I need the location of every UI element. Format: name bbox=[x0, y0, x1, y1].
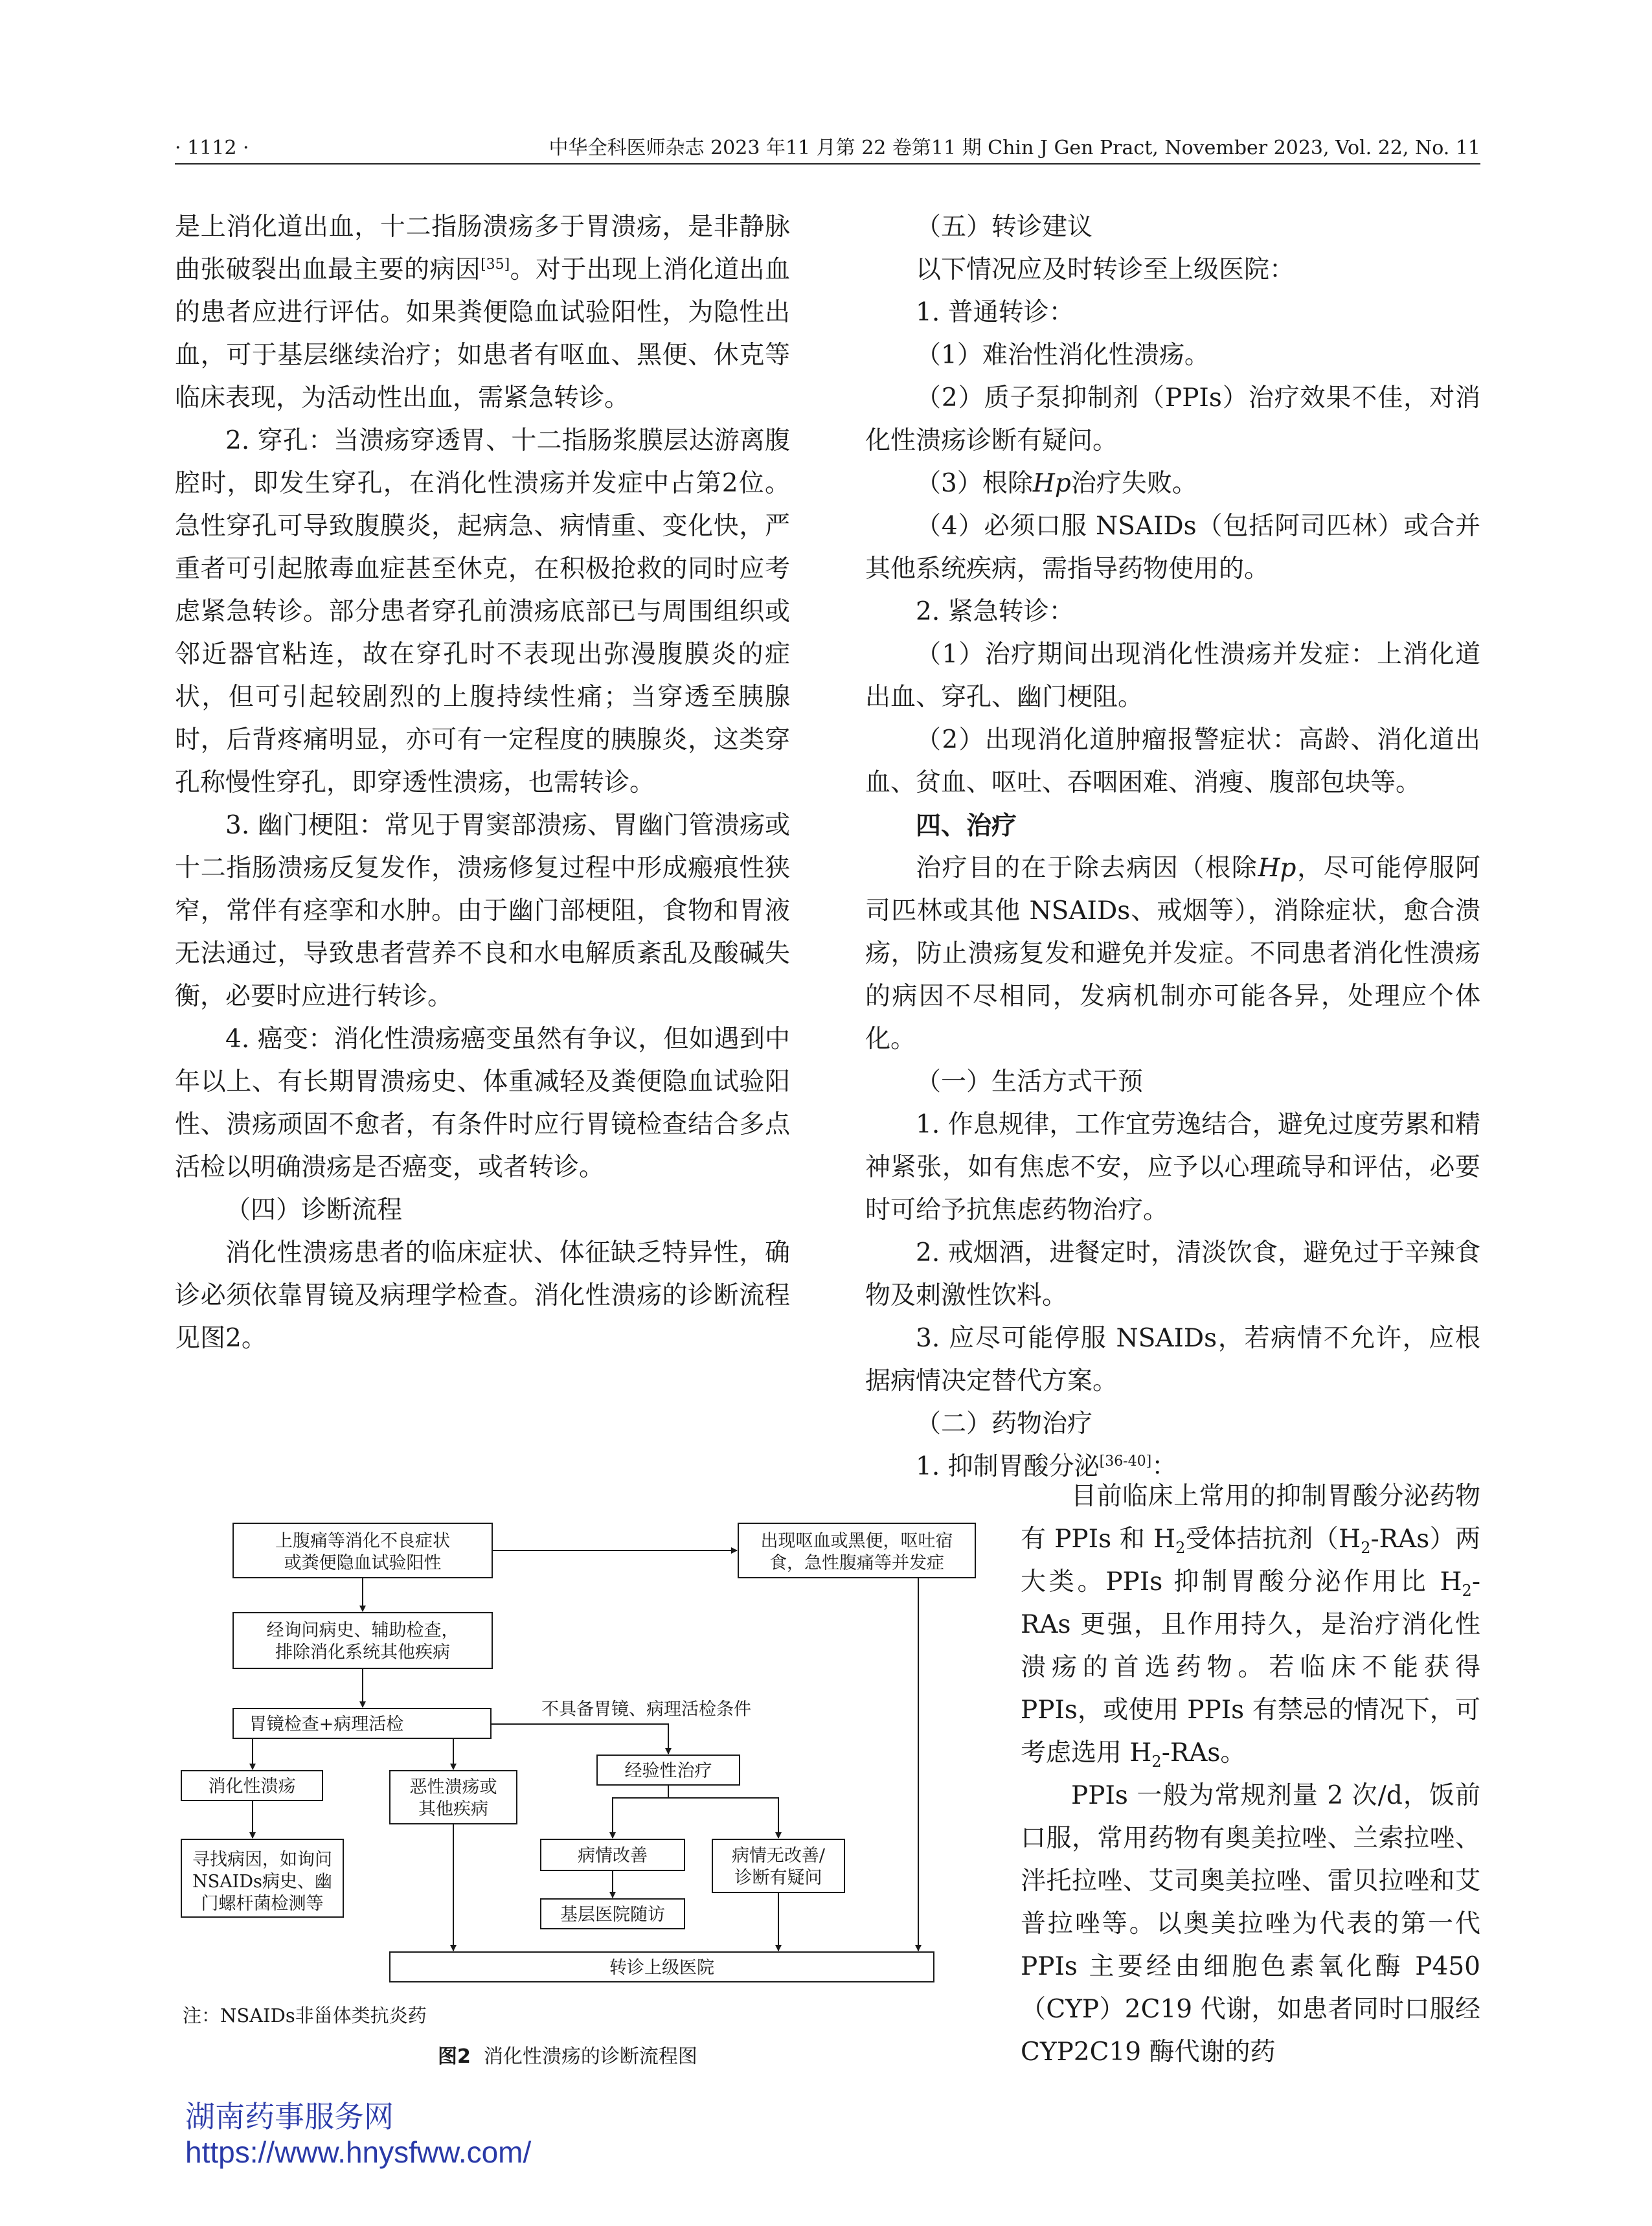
paragraph: 治疗目的在于除去病因（根除Hp，尽可能停服阿司匹林或其他 NSAIDs、戒烟等），消除症状，愈合溃疡，防止溃疡复发和避免并发症。不同患者消化性溃疡的病因不尽相同，发病机制亦可能各异，处理应个体化。 bbox=[865, 854, 1480, 1054]
box-complications-line2: 食，急性腹痛等并发症 bbox=[769, 1553, 944, 1573]
list-item: （1）治疗期间出现消化性溃疡并发症：上消化道出血、穿孔、幽门梗阻。 bbox=[865, 640, 1480, 712]
watermark-site-name: 湖南药事服务网 bbox=[185, 2100, 394, 2133]
box-history-line2: 排除消化系统其他疾病 bbox=[275, 1642, 450, 1663]
left-column bbox=[175, 206, 790, 1360]
box-symptoms-line2: 或粪便隐血试验阳性 bbox=[284, 1553, 442, 1573]
section-heading: （四）诊断流程 bbox=[225, 1196, 403, 1225]
paragraph: 2. 戒烟酒，进餐定时，清淡饮食，避免过于辛辣食物及刺激性饮料。 bbox=[865, 1238, 1480, 1310]
right-column bbox=[865, 206, 1480, 1488]
section-heading: （一）生活方式干预 bbox=[916, 1067, 1144, 1096]
paragraph: PPIs 一般为常规剂量 2 次/d，饭前口服，常用药物有奥美拉唑、兰索拉唑、泮托拉唑、艾司奥美拉唑、雷贝拉唑和艾普拉唑等。以奥美拉唑为代表的第一代 PPIs 主要经由细胞色素氧化酶 P450（CYP）2C19 代谢，如患者同时口服经 CYP2C19 酶代谢的药 bbox=[1021, 1781, 1480, 2067]
list-item: （3）根除Hp治疗失败。 bbox=[916, 469, 1197, 498]
box-followup-label: 基层医院随访 bbox=[560, 1905, 665, 1925]
figure-note: 注：NSAIDs非甾体类抗炎药 bbox=[183, 2005, 427, 2027]
box-empirical-label: 经验性治疗 bbox=[624, 1761, 712, 1781]
box-peptic-ulcer-label: 消化性溃疡 bbox=[208, 1777, 296, 1797]
paragraph: 1. 作息规律，工作宜劳逸结合，避免过度劳累和精神紧张，如有焦虑不安，应予以心理疏导和评估，必要时可给予抗焦虑药物治疗。 bbox=[865, 1110, 1480, 1225]
box-malignant-line1: 恶性溃疡或 bbox=[409, 1777, 497, 1797]
diagnosis-flowchart bbox=[175, 1516, 978, 2021]
paragraph: 目前临床上常用的抑制胃酸分泌药物有 PPIs 和 $H_2$受体拮抗剂$(H_2-RAs)$两大类。PPIs 抑制胃酸分泌作用比 $H_2$-RAs 更强，且作用持久，是治疗消化性溃疡的首选药物。若临床不能获得 PPIs，或使用 PPIs 有禁忌的情况下，可考虑选用 $H_2$-RAs。 bbox=[1021, 1482, 1481, 1771]
paragraph: 是上消化道出血，十二指肠溃疡多于胃溃疡，是非静脉曲张破裂出血最主要的病因[35]。对于出现上消化道出血的患者应进行评估。如果粪便隐血试验阳性，为隐性出血，可于基层继续治疗；如患者有呕血、黑便、休克等临床表现，为活动性出血，需紧急转诊。 bbox=[175, 212, 790, 413]
list-item: （2）质子泵抑制剂（PPIs）治疗效果不佳，对消化性溃疡诊断有疑问。 bbox=[865, 383, 1480, 455]
box-referral-label: 转诊上级医院 bbox=[609, 1958, 714, 1978]
paragraph: 2. 穿孔：当溃疡穿透胃、十二指肠浆膜层达游离腹腔时，即发生穿孔，在消化性溃疡并发症中占第2位。急性穿孔可导致腹膜炎，起病急、病情重、变化快，严重者可引起脓毒血症甚至休克，在积极抢救的同时应考虑紧急转诊。部分患者穿孔前溃疡底部已与周围组织或邻近器官粘连，故在穿孔时不表现出弥漫腹膜炎的症状，但可引起较剧烈的上腹持续性痛；当穿透至胰腺时，后背疼痛明显，亦可有一定程度的胰腺炎，这类穿孔称慢性穿孔，即穿透性溃疡，也需转诊。 bbox=[175, 426, 790, 797]
page-header bbox=[175, 133, 1480, 165]
section-heading: （五）转诊建议 bbox=[916, 212, 1093, 242]
box-not-improved-line2: 诊断有疑问 bbox=[734, 1868, 822, 1888]
box-find-cause-line3: 门螺杆菌检测等 bbox=[201, 1894, 324, 1914]
section-heading: （二）药物治疗 bbox=[916, 1409, 1093, 1438]
reference-mark[interactable]: [35] bbox=[481, 256, 510, 273]
paragraph: 以下情况应及时转诊至上级医院： bbox=[916, 255, 1295, 284]
paragraph: 3. 幽门梗阻：常见于胃窦部溃疡、胃幽门管溃疡或十二指肠溃疡反复发作，溃疡修复过程中形成瘢痕性狭窄，常伴有痉挛和水肿。由于幽门部梗阻，食物和胃液无法通过，导致患者营养不良和水电解质紊乱及酸碱失衡，必要时应进行转诊。 bbox=[175, 811, 790, 1011]
box-symptoms-line1: 上腹痛等消化不良症状 bbox=[275, 1531, 450, 1551]
box-complications-line1: 出现呕血或黑便，呕吐宿 bbox=[760, 1531, 953, 1551]
list-item: （2）出现消化道肿瘤报警症状：高龄、消化道出血、贫血、呕吐、吞咽困难、消瘦、腹部包块等。 bbox=[865, 725, 1480, 797]
right-lower-column bbox=[1021, 1475, 1480, 2074]
box-find-cause-line2: NSAIDs病史、幽 bbox=[192, 1872, 332, 1892]
box-find-cause-line1: 寻找病因，如询问 bbox=[192, 1850, 332, 1870]
paragraph: 2. 紧急转诊： bbox=[916, 597, 1074, 626]
paragraph: 3. 应尽可能停服 NSAIDs，若病情不允许，应根据病情决定替代方案。 bbox=[865, 1324, 1480, 1396]
paragraph: 1. 普通转诊： bbox=[916, 298, 1074, 327]
watermark-url[interactable]: https://www.hnysfww.com/ bbox=[185, 2135, 532, 2169]
paragraph: 消化性溃疡患者的临床症状、体征缺乏特异性，确诊必须依靠胃镜及病理学检查。消化性溃疡的诊断流程见图2。 bbox=[175, 1238, 790, 1353]
box-not-improved-line1: 病情无改善/ bbox=[731, 1846, 826, 1866]
reference-mark[interactable]: [36-40] bbox=[1099, 1453, 1152, 1470]
edge-label-no-endoscopy: 不具备胃镜、病理活检条件 bbox=[541, 1699, 751, 1720]
figure-title: 消化性溃疡的诊断流程图 bbox=[483, 2045, 697, 2068]
figure-label: 图2 bbox=[438, 2045, 471, 2068]
paragraph: 1. 抑制胃酸分泌[36-40]： bbox=[916, 1452, 1177, 1481]
paragraph: 4. 癌变：消化性溃疡癌变虽然有争议，但如遇到中年以上、有长期胃溃疡史、体重减轻及粪便隐血试验阳性、溃疡顽固不愈者，有条件时应行胃镜检查结合多点活检以明确溃疡是否癌变，或者转诊。 bbox=[175, 1025, 790, 1182]
list-item: （1）难治性消化性溃疡。 bbox=[916, 341, 1210, 370]
list-item: （4）必须口服 NSAIDs（包括阿司匹林）或合并其他系统疾病，需指导药物使用的。 bbox=[865, 512, 1480, 584]
figure-caption bbox=[438, 2040, 697, 2069]
section-heading: 四、治疗 bbox=[916, 811, 1017, 841]
box-history-line1: 经询问病史、辅助检查， bbox=[266, 1620, 459, 1641]
box-endoscopy-label: 胃镜检查+病理活检 bbox=[249, 1714, 404, 1734]
journal-citation: 中华全科医师杂志 2023 年11 月第 22 卷第11 期 Chin J Gen Pract, November 2023, Vol. 22, No. 11 bbox=[549, 137, 1480, 159]
page-number: · 1112 · bbox=[175, 137, 249, 159]
box-malignant-line2: 其他疾病 bbox=[418, 1799, 488, 1819]
box-improved-label: 病情改善 bbox=[578, 1846, 648, 1866]
